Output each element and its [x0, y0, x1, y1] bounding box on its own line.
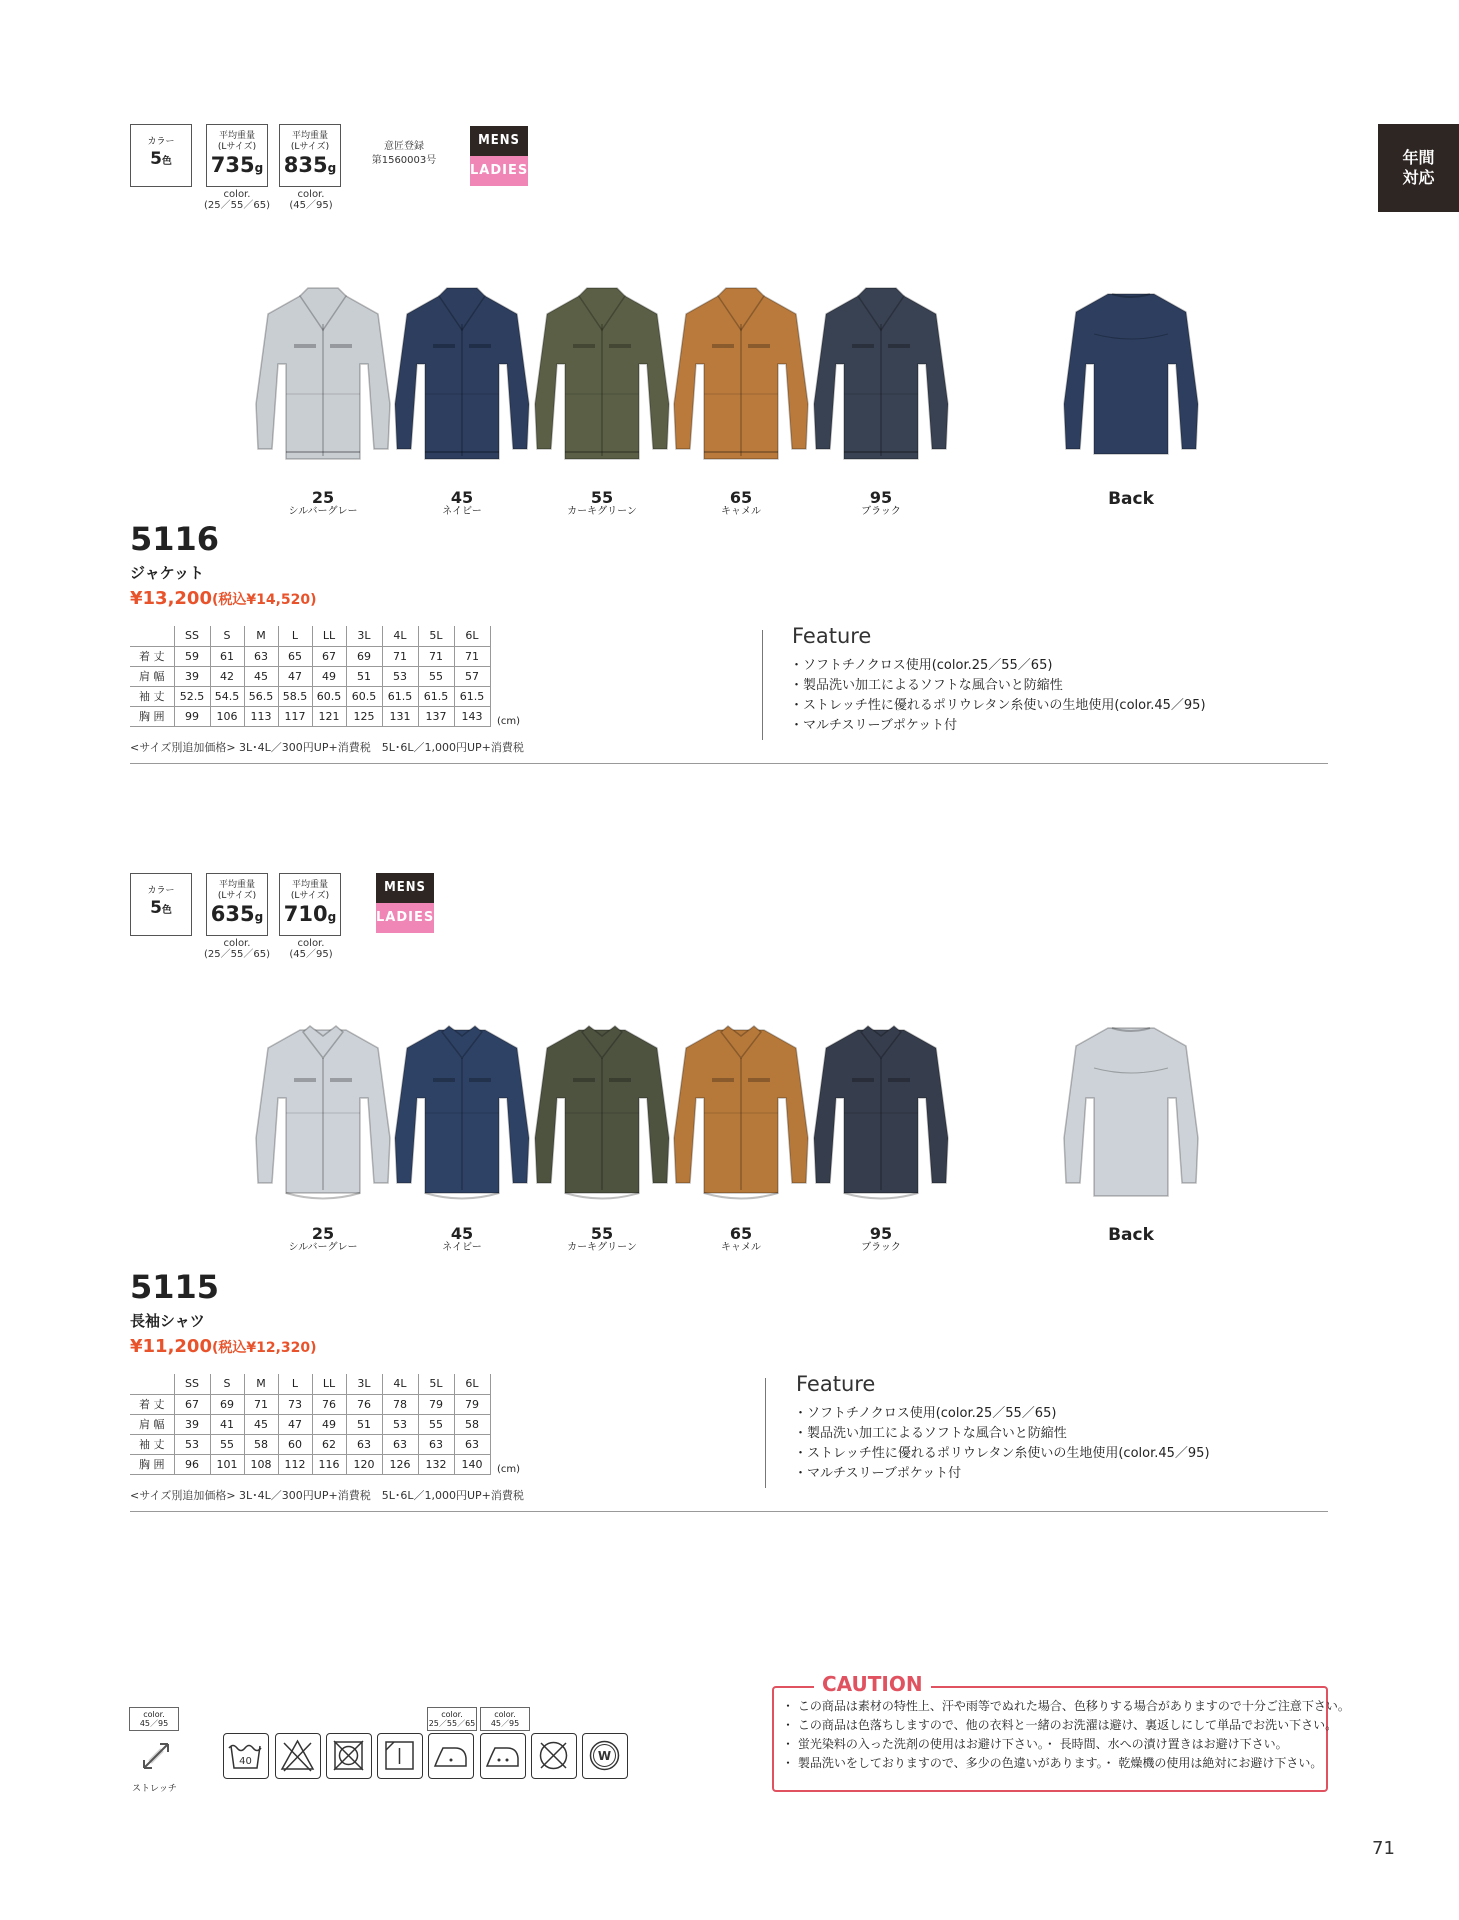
size-unit: (cm)	[497, 716, 521, 727]
size-cell: 71	[244, 1394, 278, 1414]
size-row	[130, 1434, 490, 1454]
weight-size: (Lサイズ)	[290, 142, 330, 152]
weight-value: 735	[210, 153, 255, 177]
weight-value: 835	[283, 153, 328, 177]
color-name: キャメル	[721, 506, 761, 517]
colorway-label	[542, 1225, 662, 1254]
feature-divider	[765, 1378, 766, 1488]
weight-note-2	[270, 938, 352, 960]
model-name: ジャケット	[130, 564, 204, 582]
caution-title: CAUTION	[814, 1672, 931, 1696]
colorway-label	[821, 1225, 941, 1254]
design-registration	[364, 140, 444, 168]
weight-label: 平均重量	[218, 880, 255, 890]
size-cell: 63	[454, 1434, 490, 1454]
size-cell: 125	[346, 706, 382, 726]
design-registration-number: 第1560003号	[371, 155, 437, 166]
color-code: 25	[311, 1224, 335, 1243]
size-row	[130, 666, 490, 686]
iron-tag-label: color.	[441, 1710, 463, 1719]
feature-item: ・製品洗い加工によるソフトな風合いと防縮性	[790, 678, 1063, 693]
section-divider	[130, 1511, 1328, 1512]
size-cell: 61.5	[418, 686, 454, 706]
color-name: シルバーグレー	[288, 506, 358, 517]
season-tab-line2: 対応	[1402, 168, 1435, 187]
caution-item: ・ 製品洗いをしておりますので、多少の色違いがあります。・ 乾燥機の使用は絶対にお避け下さい。	[782, 1756, 1323, 1770]
color-count-badge	[130, 873, 192, 936]
size-cell: 71	[418, 646, 454, 666]
size-header-cell: 6L	[454, 1374, 490, 1394]
size-row	[130, 1414, 490, 1434]
size-row-label: 胸 囲	[130, 1454, 174, 1474]
size-cell: 47	[278, 666, 312, 686]
size-cell: 132	[418, 1454, 454, 1474]
weight-badge-1	[206, 124, 268, 187]
size-row-label: 袖 丈	[130, 686, 174, 706]
back-label: Back	[1108, 1225, 1154, 1245]
size-row-label: 肩 幅	[130, 1414, 174, 1434]
color-label: カラー	[147, 886, 175, 896]
model-number: 5116	[130, 520, 220, 558]
weight-unit: g	[327, 910, 337, 924]
size-cell: 51	[346, 666, 382, 686]
size-header-cell: L	[278, 1374, 312, 1394]
additional-price-note: <サイズ別追加価格> 3L･4L／300円UP+消費税 5L･6L／1,000円UP+消費税	[130, 1489, 524, 1502]
weight-size: (Lサイズ)	[217, 142, 257, 152]
garment-image-25	[248, 284, 398, 478]
size-row-label: 肩 幅	[130, 666, 174, 686]
size-cell: 73	[278, 1394, 312, 1414]
size-cell: 58	[454, 1414, 490, 1434]
size-cell: 120	[346, 1454, 382, 1474]
iron-medium-icon	[480, 1733, 526, 1779]
color-name: ネイビー	[442, 1242, 482, 1253]
weight-note-1	[196, 938, 278, 960]
mens-label: MENS	[376, 873, 434, 903]
weight-unit: g	[254, 910, 264, 924]
color-unit: 色	[161, 156, 172, 167]
season-tab-line1: 年間	[1402, 148, 1435, 167]
weight-size: (Lサイズ)	[217, 891, 257, 901]
price	[130, 588, 317, 609]
size-header-cell: 3L	[346, 626, 382, 646]
color-count: 5	[150, 149, 162, 169]
size-cell: 69	[210, 1394, 244, 1414]
color-name: カーキグリーン	[567, 506, 637, 517]
feature-item: ・ソフトチノクロス使用(color.25／55／65)	[794, 1406, 1057, 1421]
stretch-color-tag	[129, 1707, 179, 1731]
additional-price-note: <サイズ別追加価格> 3L･4L／300円UP+消費税 5L･6L／1,000円UP+消費税	[130, 741, 524, 754]
size-header-cell: M	[244, 626, 278, 646]
weight-note-color: color.	[223, 938, 251, 949]
size-cell: 65	[278, 646, 312, 666]
size-cell: 51	[346, 1414, 382, 1434]
feature-item: ・ストレッチ性に優れるポリウレタン糸使いの生地使用(color.45／95)	[794, 1446, 1210, 1461]
size-header-cell: L	[278, 626, 312, 646]
season-tab	[1378, 124, 1459, 212]
gender-badge	[470, 126, 528, 186]
gender-badge	[376, 873, 434, 933]
weight-size: (Lサイズ)	[290, 891, 330, 901]
garment-image-45	[387, 1018, 537, 1212]
colorway-label	[681, 1225, 801, 1254]
size-cell: 62	[312, 1434, 346, 1454]
size-cell: 52.5	[174, 686, 210, 706]
size-cell: 99	[174, 706, 210, 726]
size-cell: 49	[312, 1414, 346, 1434]
weight-value: 635	[210, 902, 255, 926]
size-table-corner	[130, 1374, 174, 1394]
size-cell: 53	[174, 1434, 210, 1454]
size-cell: 60	[278, 1434, 312, 1454]
size-cell: 49	[312, 666, 346, 686]
price-value: ¥13,200	[130, 588, 212, 609]
colorway-label	[263, 489, 383, 518]
color-count: 5	[150, 898, 162, 918]
section-divider	[130, 763, 1328, 764]
stretch-tag-codes: 45／95	[139, 1719, 169, 1728]
weight-unit: g	[254, 161, 264, 175]
size-row-label: 胸 囲	[130, 706, 174, 726]
size-cell: 57	[454, 666, 490, 686]
weight-note-color: color.	[297, 938, 325, 949]
size-cell: 54.5	[210, 686, 244, 706]
back-label: Back	[1108, 489, 1154, 509]
feature-item: ・製品洗い加工によるソフトな風合いと防縮性	[794, 1426, 1067, 1441]
weight-label: 平均重量	[291, 131, 328, 141]
size-cell: 112	[278, 1454, 312, 1474]
weight-note-codes: (25／55／65)	[204, 949, 270, 960]
size-cell: 76	[312, 1394, 346, 1414]
size-cell: 53	[382, 1414, 418, 1434]
feature-title: Feature	[796, 1372, 876, 1396]
size-cell: 126	[382, 1454, 418, 1474]
garment-image-55	[527, 1018, 677, 1212]
no-bleach-icon	[275, 1733, 321, 1779]
size-row	[130, 1394, 490, 1414]
stretch-label: ストレッチ	[132, 1784, 177, 1794]
color-code: 95	[869, 1224, 893, 1243]
size-cell: 79	[454, 1394, 490, 1414]
iron-tag-2	[480, 1707, 530, 1731]
size-header-cell: 5L	[418, 1374, 454, 1394]
price-value: ¥11,200	[130, 1336, 212, 1357]
weight-badge-2	[279, 124, 341, 187]
color-unit: 色	[161, 905, 172, 916]
stretch-tag-label: color.	[143, 1710, 165, 1719]
size-cell: 41	[210, 1414, 244, 1434]
color-name: ブラック	[861, 506, 901, 517]
iron-tag-1	[427, 1707, 477, 1731]
color-code: 55	[590, 1224, 614, 1243]
garment-back-image	[1056, 284, 1206, 478]
size-header-cell: LL	[312, 1374, 346, 1394]
size-cell: 59	[174, 646, 210, 666]
caution-item: ・ この商品は素材の特性上、汗や雨等でぬれた場合、色移りする場合がありますので十分ご注意下さい。	[782, 1699, 1350, 1713]
garment-image-25	[248, 1018, 398, 1212]
feature-title: Feature	[792, 624, 872, 648]
size-row	[130, 686, 490, 706]
weight-note-codes: (25／55／65)	[204, 200, 270, 211]
iron-tag-codes: 25／55／65	[428, 1719, 476, 1728]
no-tumble-dry-icon	[326, 1733, 372, 1779]
size-cell: 67	[174, 1394, 210, 1414]
size-cell: 42	[210, 666, 244, 686]
page-number: 71	[1372, 1838, 1395, 1859]
size-header-cell: 3L	[346, 1374, 382, 1394]
size-cell: 106	[210, 706, 244, 726]
iron-low-icon	[428, 1733, 474, 1779]
size-row-label: 着 丈	[130, 646, 174, 666]
size-header-cell: LL	[312, 626, 346, 646]
colorway-label	[402, 489, 522, 518]
colorway-label	[681, 489, 801, 518]
size-cell: 55	[418, 666, 454, 686]
garment-image-95	[806, 284, 956, 478]
color-name: ブラック	[861, 1242, 901, 1253]
size-header-cell: 6L	[454, 626, 490, 646]
color-code: 65	[729, 488, 753, 507]
size-cell: 116	[312, 1454, 346, 1474]
iron-tag-label: color.	[494, 1710, 516, 1719]
size-cell: 39	[174, 1414, 210, 1434]
size-cell: 55	[210, 1434, 244, 1454]
garment-image-45	[387, 284, 537, 478]
weight-badge-2	[279, 873, 341, 936]
color-code: 45	[450, 488, 474, 507]
feature-item: ・ストレッチ性に優れるポリウレタン糸使いの生地使用(color.45／95)	[790, 698, 1206, 713]
size-row	[130, 1454, 490, 1474]
size-cell: 56.5	[244, 686, 278, 706]
size-cell: 67	[312, 646, 346, 666]
size-cell: 61	[210, 646, 244, 666]
wet-clean-icon	[582, 1733, 628, 1779]
size-cell: 58.5	[278, 686, 312, 706]
size-cell: 63	[244, 646, 278, 666]
size-cell: 45	[244, 666, 278, 686]
size-header-cell: 4L	[382, 1374, 418, 1394]
size-cell: 79	[418, 1394, 454, 1414]
size-cell: 53	[382, 666, 418, 686]
size-table-corner	[130, 626, 174, 646]
size-cell: 63	[346, 1434, 382, 1454]
size-cell: 108	[244, 1454, 278, 1474]
colorway-label	[402, 1225, 522, 1254]
mens-label: MENS	[470, 126, 528, 156]
size-cell: 131	[382, 706, 418, 726]
weight-note-color: color.	[223, 189, 251, 200]
garment-image-65	[666, 284, 816, 478]
weight-note-color: color.	[297, 189, 325, 200]
weight-note-1	[196, 189, 278, 211]
line-dry-shade-icon	[377, 1733, 423, 1779]
ladies-label: LADIES	[376, 903, 434, 933]
size-cell: 63	[382, 1434, 418, 1454]
color-code: 45	[450, 1224, 474, 1243]
model-name: 長袖シャツ	[130, 1312, 205, 1330]
size-cell: 96	[174, 1454, 210, 1474]
size-header-cell: S	[210, 1374, 244, 1394]
size-header-cell: S	[210, 626, 244, 646]
ladies-label: LADIES	[470, 156, 528, 186]
color-count-badge	[130, 124, 192, 187]
color-name: シルバーグレー	[288, 1242, 358, 1253]
weight-label: 平均重量	[218, 131, 255, 141]
size-cell: 143	[454, 706, 490, 726]
garment-image-55	[527, 284, 677, 478]
size-cell: 121	[312, 706, 346, 726]
size-cell: 61.5	[454, 686, 490, 706]
color-code: 55	[590, 488, 614, 507]
color-code: 95	[869, 488, 893, 507]
caution-item: ・ この商品は色落ちしますので、他の衣料と一緒のお洗濯は避け、裏返しにして単品でお洗い下さい。	[782, 1718, 1338, 1732]
wash-temp: 40	[239, 1756, 252, 1767]
feature-item: ・ソフトチノクロス使用(color.25／55／65)	[790, 658, 1053, 673]
feature-divider	[762, 630, 763, 740]
size-cell: 45	[244, 1414, 278, 1434]
size-header-cell: M	[244, 1374, 278, 1394]
caution-item: ・ 蛍光染料の入った洗剤の使用はお避け下さい。・ 長時間、水への漬け置きはお避け下さい。	[782, 1737, 1288, 1751]
size-cell: 60.5	[312, 686, 346, 706]
price-tax: (税込¥14,520)	[211, 592, 317, 608]
size-header-cell: SS	[174, 626, 210, 646]
size-cell: 60.5	[346, 686, 382, 706]
weight-note-codes: (45／95)	[289, 949, 333, 960]
colorway-label	[263, 1225, 383, 1254]
size-cell: 55	[418, 1414, 454, 1434]
weight-note-2	[270, 189, 352, 211]
size-row-label: 袖 丈	[130, 1434, 174, 1454]
size-header-cell: 5L	[418, 626, 454, 646]
size-table	[130, 626, 491, 727]
model-number: 5115	[130, 1268, 220, 1306]
feature-item: ・マルチスリーブポケット付	[790, 718, 958, 733]
iron-tag-codes: 45／95	[490, 1719, 520, 1728]
size-cell: 69	[346, 646, 382, 666]
wash-40-icon	[223, 1733, 269, 1779]
size-cell: 39	[174, 666, 210, 686]
color-name: キャメル	[721, 1242, 761, 1253]
stretch-icon	[138, 1738, 174, 1774]
size-cell: 101	[210, 1454, 244, 1474]
color-code: 65	[729, 1224, 753, 1243]
size-row-label: 着 丈	[130, 1394, 174, 1414]
size-cell: 63	[418, 1434, 454, 1454]
price-tax: (税込¥12,320)	[211, 1340, 317, 1356]
size-cell: 61.5	[382, 686, 418, 706]
size-header-cell: 4L	[382, 626, 418, 646]
feature-list	[794, 1404, 1210, 1484]
color-code: 25	[311, 488, 335, 507]
size-cell: 76	[346, 1394, 382, 1414]
feature-list	[790, 656, 1206, 736]
garment-image-65	[666, 1018, 816, 1212]
color-label: カラー	[147, 137, 175, 147]
no-dry-clean-icon	[531, 1733, 577, 1779]
weight-unit: g	[327, 161, 337, 175]
size-cell: 113	[244, 706, 278, 726]
garment-back-image	[1056, 1018, 1206, 1212]
size-row	[130, 646, 490, 666]
color-name: カーキグリーン	[567, 1242, 637, 1253]
size-cell: 78	[382, 1394, 418, 1414]
weight-note-codes: (45／95)	[289, 200, 333, 211]
weight-value: 710	[283, 902, 328, 926]
size-row	[130, 706, 490, 726]
colorway-label	[542, 489, 662, 518]
design-registration-label: 意匠登録	[384, 141, 424, 152]
size-table	[130, 1374, 491, 1475]
garment-image-95	[806, 1018, 956, 1212]
caution-list	[782, 1697, 1350, 1773]
size-cell: 137	[418, 706, 454, 726]
weight-badge-1	[206, 873, 268, 936]
size-cell: 58	[244, 1434, 278, 1454]
colorway-label	[821, 489, 941, 518]
color-name: ネイビー	[442, 506, 482, 517]
size-cell: 117	[278, 706, 312, 726]
size-cell: 71	[382, 646, 418, 666]
size-cell: 71	[454, 646, 490, 666]
size-header-cell: SS	[174, 1374, 210, 1394]
size-unit: (cm)	[497, 1464, 521, 1475]
size-cell: 47	[278, 1414, 312, 1434]
weight-label: 平均重量	[291, 880, 328, 890]
feature-item: ・マルチスリーブポケット付	[794, 1466, 962, 1481]
price	[130, 1336, 317, 1357]
wet-clean-letter: W	[597, 1749, 612, 1763]
size-cell: 140	[454, 1454, 490, 1474]
